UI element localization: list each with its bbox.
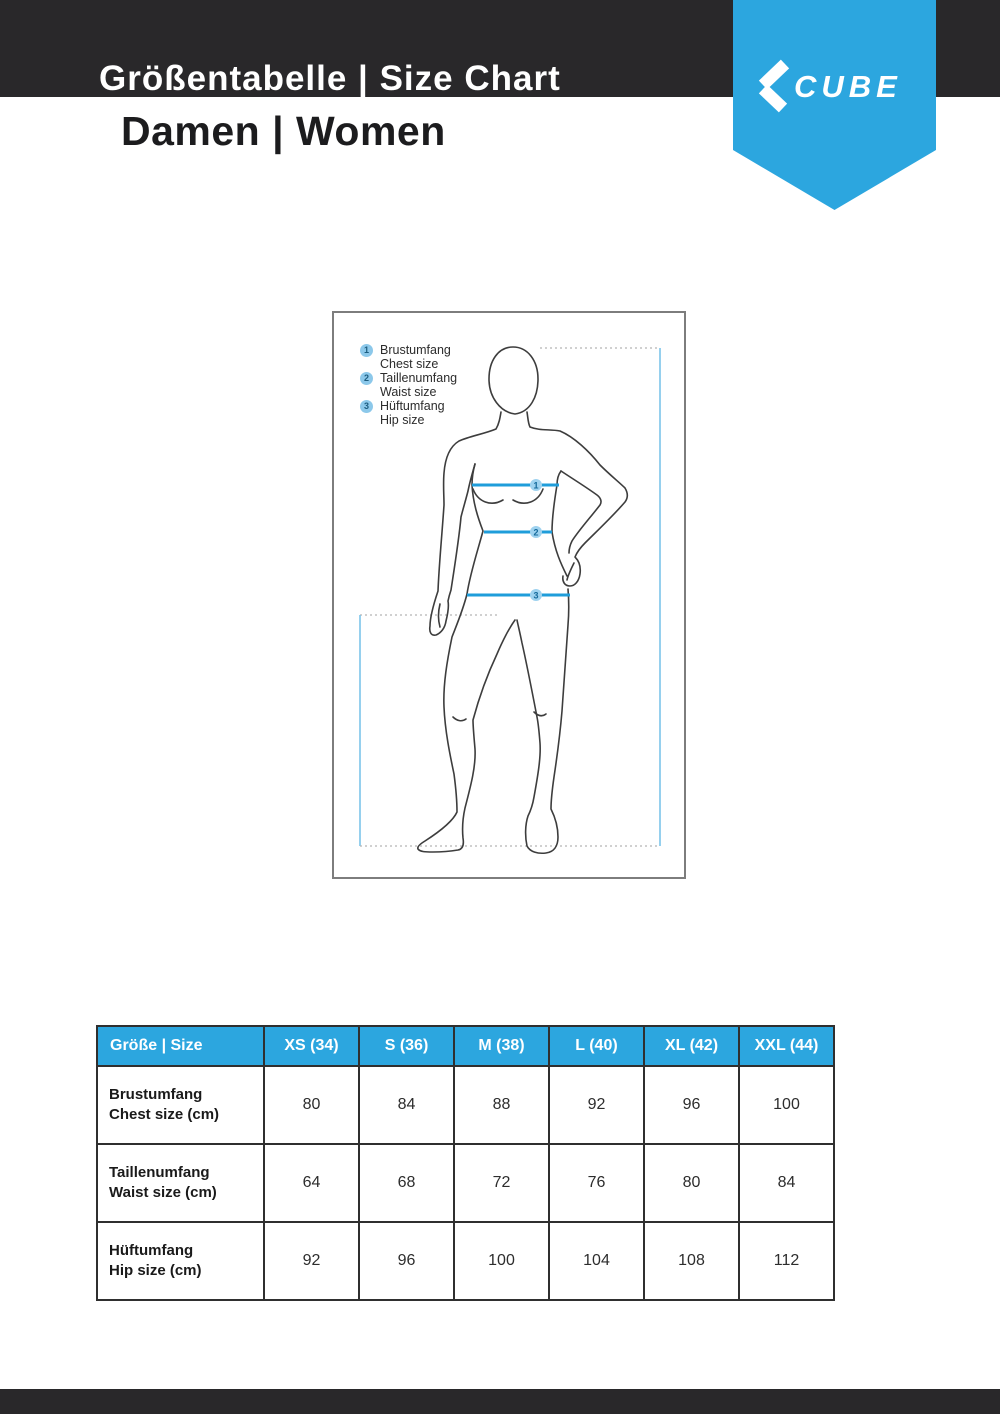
measurement-legend xyxy=(360,343,457,427)
label-de: Brustumfang xyxy=(109,1086,203,1103)
page-subtitle: Damen | Women xyxy=(121,108,446,154)
legend-label-en: Waist size xyxy=(380,385,437,399)
label-cell xyxy=(97,1066,264,1144)
value-cell: 108 xyxy=(644,1222,739,1300)
value-cell: 100 xyxy=(454,1222,549,1300)
value-cell: 80 xyxy=(644,1144,739,1222)
legend-item-hip xyxy=(360,399,457,427)
page-title: Größentabelle | Size Chart xyxy=(99,59,561,98)
header-cell-xl: XL (42) xyxy=(644,1026,739,1066)
legend-item-waist xyxy=(360,371,457,399)
legend-label-en: Chest size xyxy=(380,357,439,371)
label-de: Taillenumfang xyxy=(109,1164,210,1181)
legend-label-de: Hüftumfang xyxy=(380,399,445,413)
value-cell: 84 xyxy=(359,1066,454,1144)
legend-label-de: Brustumfang xyxy=(380,343,451,357)
value-cell: 104 xyxy=(549,1222,644,1300)
label-cell xyxy=(97,1222,264,1300)
size-table-header-row xyxy=(97,1026,834,1066)
marker-2-label: 2 xyxy=(533,527,539,538)
measurement-diagram xyxy=(332,311,686,879)
value-cell: 112 xyxy=(739,1222,834,1300)
value-cell: 92 xyxy=(549,1066,644,1144)
label-en: Hip size (cm) xyxy=(109,1262,202,1279)
measure-marker-hip xyxy=(530,589,542,601)
legend-label-en: Hip size xyxy=(380,413,425,427)
legend-item-chest xyxy=(360,343,457,371)
legend-text-hip xyxy=(380,399,445,427)
marker-1-label: 1 xyxy=(533,480,539,491)
legend-bullet-3: 3 xyxy=(360,400,373,413)
footer-band xyxy=(0,1389,1000,1414)
legend-label-de: Taillenumfang xyxy=(380,371,458,385)
cube-logo-text: CUBE xyxy=(794,69,902,104)
header-cell-m: M (38) xyxy=(454,1026,549,1066)
value-cell: 72 xyxy=(454,1144,549,1222)
legend-bullet-2: 2 xyxy=(360,372,373,385)
value-cell: 96 xyxy=(644,1066,739,1144)
table-row-waist xyxy=(97,1144,834,1222)
legend-text-chest xyxy=(380,343,451,371)
value-cell: 76 xyxy=(549,1144,644,1222)
value-cell: 96 xyxy=(359,1222,454,1300)
measure-marker-waist xyxy=(530,526,542,538)
brand-ribbon-shape xyxy=(733,0,936,212)
legend-text-waist xyxy=(380,371,457,399)
value-cell: 84 xyxy=(739,1144,834,1222)
label-cell xyxy=(97,1144,264,1222)
value-cell: 88 xyxy=(454,1066,549,1144)
value-cell: 80 xyxy=(264,1066,359,1144)
measure-marker-chest xyxy=(530,479,542,491)
legend-bullet-1: 1 xyxy=(360,344,373,357)
label-en: Waist size (cm) xyxy=(109,1184,217,1201)
brand-ribbon xyxy=(733,0,936,212)
header-cell-xs: XS (34) xyxy=(264,1026,359,1066)
value-cell: 92 xyxy=(264,1222,359,1300)
marker-3-label: 3 xyxy=(533,590,539,601)
header-cell-l: L (40) xyxy=(549,1026,644,1066)
label-en: Chest size (cm) xyxy=(109,1106,220,1123)
table-row-chest xyxy=(97,1066,834,1144)
header-cell-xxl: XXL (44) xyxy=(739,1026,834,1066)
value-cell: 100 xyxy=(739,1066,834,1144)
header-cell-s: S (36) xyxy=(359,1026,454,1066)
table-row-hip xyxy=(97,1222,834,1300)
value-cell: 64 xyxy=(264,1144,359,1222)
label-de: Hüftumfang xyxy=(109,1242,194,1259)
size-table xyxy=(96,1025,835,1301)
header-cell-size: Größe | Size xyxy=(97,1026,264,1066)
value-cell: 68 xyxy=(359,1144,454,1222)
